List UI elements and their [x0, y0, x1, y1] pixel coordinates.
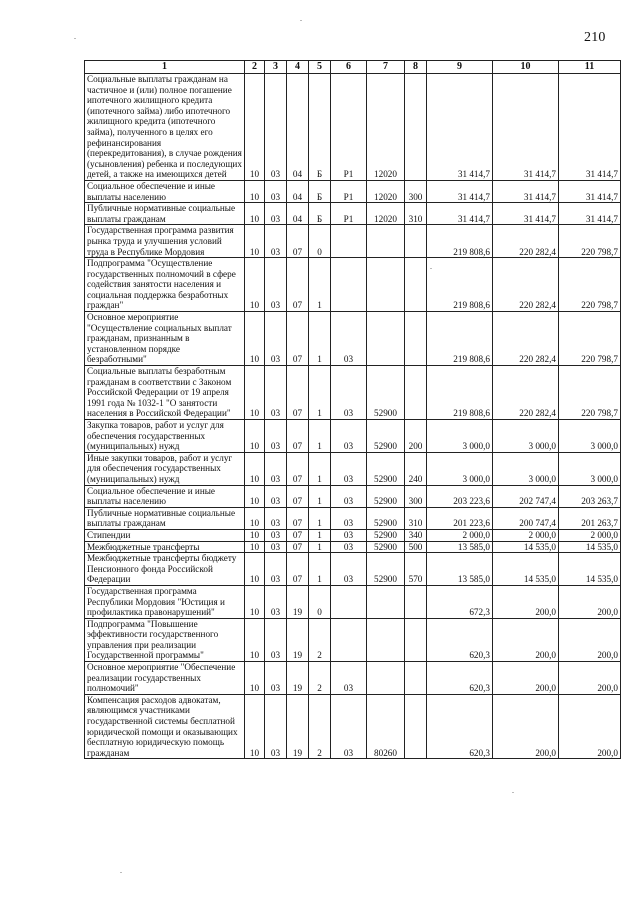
table-row [85, 541, 621, 553]
row-value-cell: 1 [309, 529, 331, 541]
row-value-cell: 220 282,4 [493, 312, 559, 366]
row-value-cell [405, 225, 427, 258]
row-value-cell: 10 [245, 529, 265, 541]
row-value-cell: 220 798,7 [559, 366, 621, 420]
row-value-cell: 03 [265, 312, 287, 366]
row-value-cell: 300 [405, 485, 427, 507]
row-value-cell: 1 [309, 507, 331, 529]
row-value-cell: 2 000,0 [559, 529, 621, 541]
row-value-cell: 1 [309, 553, 331, 586]
row-value-cell: 220 798,7 [559, 258, 621, 312]
row-value-cell: 03 [331, 312, 367, 366]
row-value-cell: 1 [309, 541, 331, 553]
row-value-cell: 219 808,6 [427, 312, 493, 366]
row-value-cell: 1 [309, 485, 331, 507]
row-value-cell: 14 535,0 [493, 541, 559, 553]
row-value-cell: 03 [265, 258, 287, 312]
row-value-cell: 340 [405, 529, 427, 541]
row-value-cell: 07 [287, 529, 309, 541]
column-header: 9 [427, 61, 493, 74]
row-value-cell [405, 694, 427, 759]
row-value-cell: 14 535,0 [493, 553, 559, 586]
row-value-cell: 201 223,6 [427, 507, 493, 529]
row-value-cell: 220 282,4 [493, 225, 559, 258]
row-value-cell: 672,3 [427, 585, 493, 618]
table-row [85, 74, 621, 181]
row-value-cell: 219 808,6 [427, 258, 493, 312]
row-value-cell [405, 258, 427, 312]
row-name-cell: Стипендии [85, 529, 245, 541]
row-value-cell: 03 [331, 452, 367, 485]
row-value-cell: 03 [265, 180, 287, 202]
table-row [85, 366, 621, 420]
row-value-cell: 1 [309, 258, 331, 312]
row-value-cell: 2 [309, 694, 331, 759]
row-value-cell: 0 [309, 225, 331, 258]
row-value-cell: 0 [309, 585, 331, 618]
row-value-cell: 03 [265, 694, 287, 759]
row-value-cell: 200,0 [493, 694, 559, 759]
column-header: 11 [559, 61, 621, 74]
table-row [85, 203, 621, 225]
row-value-cell: 31 414,7 [493, 203, 559, 225]
row-value-cell: 03 [265, 507, 287, 529]
row-value-cell [405, 585, 427, 618]
row-value-cell: 3 000,0 [493, 420, 559, 453]
row-value-cell: 52900 [367, 529, 405, 541]
row-value-cell: 03 [265, 420, 287, 453]
row-value-cell [331, 618, 367, 661]
row-value-cell: 201 263,7 [559, 507, 621, 529]
row-value-cell: 10 [245, 312, 265, 366]
row-value-cell: 10 [245, 662, 265, 695]
column-header: 2 [245, 61, 265, 74]
row-value-cell: 07 [287, 312, 309, 366]
row-value-cell: 52900 [367, 507, 405, 529]
row-value-cell: 10 [245, 485, 265, 507]
table-row [85, 420, 621, 453]
row-name-cell: Государственная программа Республики Мордовия "Юстиция и профилактика правонарушений" [85, 585, 245, 618]
row-value-cell: 220 282,4 [493, 366, 559, 420]
row-value-cell: 200,0 [559, 662, 621, 695]
row-value-cell [405, 662, 427, 695]
row-value-cell: 03 [331, 662, 367, 695]
budget-table [84, 60, 621, 759]
row-value-cell [405, 74, 427, 181]
row-value-cell: 220 798,7 [559, 225, 621, 258]
row-value-cell: 200,0 [559, 694, 621, 759]
row-value-cell: 03 [331, 420, 367, 453]
row-value-cell: 10 [245, 258, 265, 312]
column-header: 6 [331, 61, 367, 74]
column-header: 7 [367, 61, 405, 74]
row-value-cell: 52900 [367, 420, 405, 453]
row-value-cell: 07 [287, 485, 309, 507]
table-row [85, 485, 621, 507]
row-value-cell: 219 808,6 [427, 225, 493, 258]
column-header: 5 [309, 61, 331, 74]
row-value-cell: 19 [287, 618, 309, 661]
row-name-cell: Подпрограмма "Осуществление государственных полномочий в сфере содействия занятости населения и социальная поддержка безработных граждан" [85, 258, 245, 312]
row-value-cell: 3 000,0 [559, 420, 621, 453]
row-value-cell: 14 535,0 [559, 553, 621, 586]
table-header-row [85, 61, 621, 74]
row-value-cell: 200,0 [493, 618, 559, 661]
table-row [85, 553, 621, 586]
row-value-cell: 310 [405, 203, 427, 225]
row-value-cell: 31 414,7 [559, 180, 621, 202]
row-value-cell [331, 225, 367, 258]
row-value-cell: 3 000,0 [559, 452, 621, 485]
table-row [85, 452, 621, 485]
row-value-cell: 07 [287, 553, 309, 586]
row-value-cell: 620,3 [427, 618, 493, 661]
row-value-cell: 13 585,0 [427, 541, 493, 553]
row-value-cell: 200,0 [493, 662, 559, 695]
row-value-cell: 220 282,4 [493, 258, 559, 312]
row-name-cell: Основное мероприятие "Осуществление социальных выплат гражданам, признанным в установленном порядке безработными" [85, 312, 245, 366]
row-value-cell: 04 [287, 180, 309, 202]
row-value-cell: 10 [245, 553, 265, 586]
table-row [85, 694, 621, 759]
row-name-cell: Публичные нормативные социальные выплаты гражданам [85, 507, 245, 529]
row-value-cell: 1 [309, 452, 331, 485]
row-value-cell: 04 [287, 74, 309, 181]
row-value-cell: 03 [331, 485, 367, 507]
row-value-cell: 310 [405, 507, 427, 529]
row-value-cell [367, 662, 405, 695]
table-row [85, 618, 621, 661]
row-value-cell: 03 [331, 553, 367, 586]
row-value-cell: 07 [287, 225, 309, 258]
row-value-cell: 03 [265, 452, 287, 485]
row-value-cell: 03 [265, 366, 287, 420]
table-row [85, 225, 621, 258]
row-value-cell: 2 [309, 662, 331, 695]
row-value-cell: 500 [405, 541, 427, 553]
row-value-cell: 03 [265, 585, 287, 618]
row-value-cell: Б [309, 74, 331, 181]
row-value-cell: 31 414,7 [493, 74, 559, 181]
table-row [85, 529, 621, 541]
row-name-cell: Закупка товаров, работ и услуг для обеспечения государственных (муниципальных) нужд [85, 420, 245, 453]
row-value-cell: 19 [287, 585, 309, 618]
row-value-cell [367, 312, 405, 366]
row-value-cell [367, 225, 405, 258]
row-value-cell: 1 [309, 366, 331, 420]
row-name-cell: Социальное обеспечение и иные выплаты населению [85, 485, 245, 507]
row-name-cell: Социальные выплаты гражданам на частичное и (или) полное погашение ипотечного жилищного кредита (ипотечного займа) либо ипотечного жилищного кредита (ипотечного займа), полученного в целях его рефинансирования (перекредитования), в случае рождения (усыновления) ребенка и последующих детей, а также на имеющихся детей [85, 74, 245, 181]
row-value-cell: 3 000,0 [427, 452, 493, 485]
row-name-cell: Публичные нормативные социальные выплаты гражданам [85, 203, 245, 225]
row-value-cell: 240 [405, 452, 427, 485]
row-value-cell: 03 [265, 541, 287, 553]
row-value-cell: 200 747,4 [493, 507, 559, 529]
row-value-cell: 10 [245, 180, 265, 202]
row-value-cell: 03 [265, 203, 287, 225]
row-value-cell: 2 000,0 [427, 529, 493, 541]
row-value-cell: 03 [331, 507, 367, 529]
row-value-cell: 12020 [367, 180, 405, 202]
row-value-cell: 10 [245, 694, 265, 759]
row-name-cell: Иные закупки товаров, работ и услуг для обеспечения государственных (муниципальных) нужд [85, 452, 245, 485]
row-name-cell: Межбюджетные трансферты бюджету Пенсионного фонда Российской Федерации [85, 553, 245, 586]
table-row [85, 180, 621, 202]
column-header: 1 [85, 61, 245, 74]
row-value-cell: 31 414,7 [427, 74, 493, 181]
row-name-cell: Основное мероприятие "Обеспечение реализации государственных полномочий" [85, 662, 245, 695]
row-value-cell [405, 366, 427, 420]
row-value-cell: 03 [265, 74, 287, 181]
row-value-cell: 19 [287, 694, 309, 759]
row-value-cell [405, 618, 427, 661]
row-value-cell: Р1 [331, 74, 367, 181]
row-value-cell: 3 000,0 [493, 452, 559, 485]
row-value-cell: 03 [265, 553, 287, 586]
table-row [85, 258, 621, 312]
row-value-cell [367, 618, 405, 661]
row-value-cell: 04 [287, 203, 309, 225]
row-value-cell: 1 [309, 312, 331, 366]
row-value-cell: 03 [265, 662, 287, 695]
table-row [85, 662, 621, 695]
row-value-cell: 203 263,7 [559, 485, 621, 507]
row-value-cell: 10 [245, 420, 265, 453]
row-value-cell: 202 747,4 [493, 485, 559, 507]
column-header: 8 [405, 61, 427, 74]
row-value-cell: 10 [245, 585, 265, 618]
row-value-cell: 219 808,6 [427, 366, 493, 420]
row-value-cell: 03 [265, 618, 287, 661]
row-value-cell: 2 000,0 [493, 529, 559, 541]
row-value-cell: 13 585,0 [427, 553, 493, 586]
row-value-cell: 10 [245, 203, 265, 225]
row-value-cell: Б [309, 180, 331, 202]
row-value-cell: 220 798,7 [559, 312, 621, 366]
row-value-cell: 52900 [367, 452, 405, 485]
row-value-cell: 10 [245, 74, 265, 181]
column-header: 4 [287, 61, 309, 74]
row-name-cell: Подпрограмма "Повышение эффективности государственного управления при реализации Государственной программы" [85, 618, 245, 661]
row-value-cell: 52900 [367, 541, 405, 553]
table-row [85, 312, 621, 366]
row-value-cell: 03 [265, 529, 287, 541]
row-value-cell: Р1 [331, 180, 367, 202]
row-value-cell: 31 414,7 [493, 180, 559, 202]
row-value-cell: 200 [405, 420, 427, 453]
row-value-cell: 07 [287, 420, 309, 453]
row-value-cell [331, 258, 367, 312]
row-value-cell: 14 535,0 [559, 541, 621, 553]
row-value-cell: 07 [287, 541, 309, 553]
row-value-cell: 80260 [367, 694, 405, 759]
row-value-cell: 03 [331, 529, 367, 541]
row-name-cell: Социальные выплаты безработным гражданам в соответствии с Законом Российской Федерации от 19 апреля 1991 года № 1032-1 "О занятости населения в Российской Федерации" [85, 366, 245, 420]
row-value-cell: 52900 [367, 485, 405, 507]
row-value-cell: 31 414,7 [559, 203, 621, 225]
row-value-cell: 03 [265, 485, 287, 507]
row-value-cell: 03 [331, 694, 367, 759]
table-row [85, 585, 621, 618]
row-value-cell: 10 [245, 366, 265, 420]
row-value-cell: 03 [331, 541, 367, 553]
table-row [85, 507, 621, 529]
row-value-cell: 07 [287, 507, 309, 529]
row-value-cell: 07 [287, 366, 309, 420]
row-value-cell: 03 [331, 366, 367, 420]
row-value-cell: 203 223,6 [427, 485, 493, 507]
row-value-cell: 10 [245, 541, 265, 553]
row-value-cell: 300 [405, 180, 427, 202]
row-value-cell: 03 [265, 225, 287, 258]
row-value-cell: 52900 [367, 366, 405, 420]
row-name-cell: Компенсация расходов адвокатам, являющимся участниками государственной системы бесплатной юридической помощи и оказывающих бесплатную юридическую помощь гражданам [85, 694, 245, 759]
row-value-cell [331, 585, 367, 618]
row-value-cell: 620,3 [427, 694, 493, 759]
row-value-cell: 1 [309, 420, 331, 453]
row-value-cell: 12020 [367, 203, 405, 225]
row-value-cell: 07 [287, 258, 309, 312]
row-value-cell: 31 414,7 [427, 203, 493, 225]
row-value-cell: 12020 [367, 74, 405, 181]
row-value-cell: 10 [245, 507, 265, 529]
row-value-cell: Б [309, 203, 331, 225]
row-value-cell: 200,0 [493, 585, 559, 618]
column-header: 10 [493, 61, 559, 74]
row-value-cell [367, 585, 405, 618]
row-value-cell: 10 [245, 225, 265, 258]
row-value-cell: 200,0 [559, 618, 621, 661]
row-value-cell: 2 [309, 618, 331, 661]
row-value-cell: 07 [287, 452, 309, 485]
row-value-cell: 10 [245, 452, 265, 485]
row-name-cell: Государственная программа развития рынка труда и улучшения условий труда в Республике Мордовия [85, 225, 245, 258]
row-value-cell: 10 [245, 618, 265, 661]
row-value-cell: 200,0 [559, 585, 621, 618]
row-value-cell: 620,3 [427, 662, 493, 695]
row-value-cell: 570 [405, 553, 427, 586]
row-value-cell [405, 312, 427, 366]
row-name-cell: Межбюджетные трансферты [85, 541, 245, 553]
row-value-cell [367, 258, 405, 312]
row-value-cell: 31 414,7 [559, 74, 621, 181]
row-value-cell: Р1 [331, 203, 367, 225]
row-value-cell: 19 [287, 662, 309, 695]
page-number: 210 [584, 30, 606, 45]
row-value-cell: 52900 [367, 553, 405, 586]
row-value-cell: 3 000,0 [427, 420, 493, 453]
row-value-cell: 31 414,7 [427, 180, 493, 202]
column-header: 3 [265, 61, 287, 74]
row-name-cell: Социальное обеспечение и иные выплаты населению [85, 180, 245, 202]
